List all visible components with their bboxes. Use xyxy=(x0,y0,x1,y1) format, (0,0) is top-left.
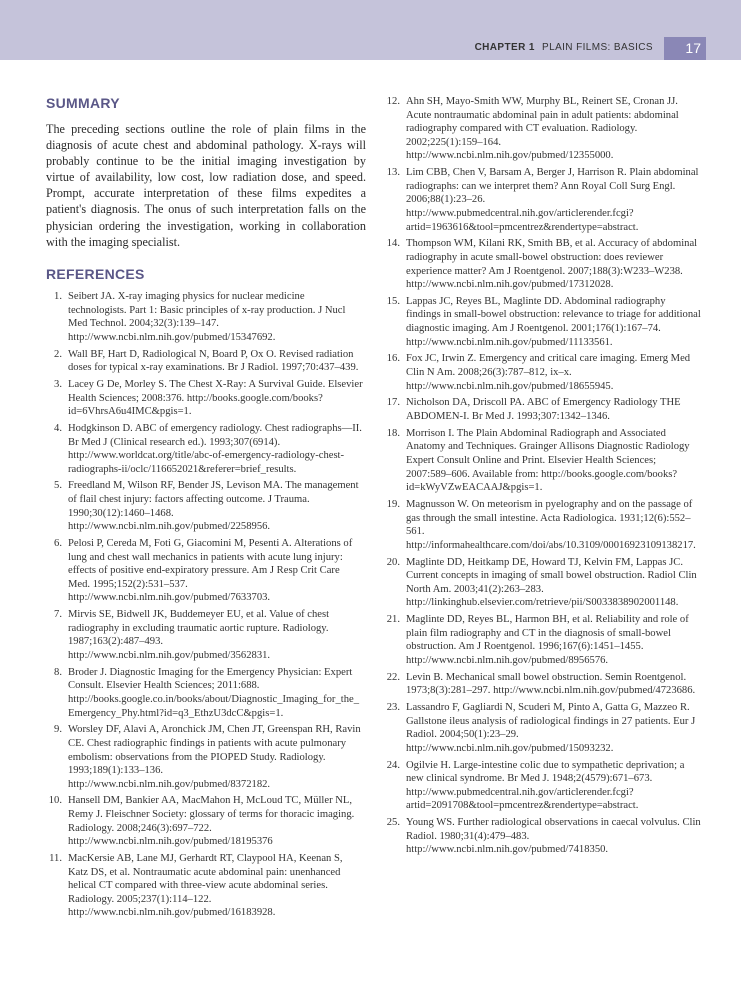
reference-number: 7. xyxy=(54,609,62,621)
reference-item xyxy=(384,671,702,698)
reference-list-left xyxy=(46,290,364,923)
reference-number: 22. xyxy=(386,671,400,683)
reference-item xyxy=(46,537,364,605)
reference-text: MacKersie AB, Lane MJ, Gerhardt RT, Claypool HA, Keenan S, Katz DS, et al. Nontraumatic acute abdominal pain: unenhanced helical CT compared with three-view acute abdominal series. Radiology. 2005;237(1):114–122. http://www.ncbi.nlm.nih.gov/pubmed/16183928. xyxy=(68,853,343,919)
reference-text: Young WS. Further radiological observations in caecal volvulus. Clin Radiol. 1980;31(4):479–483. http://www.ncbi.nlm.nih.gov/pubmed/7418350. xyxy=(406,817,701,856)
references-heading: REFERENCES xyxy=(46,266,145,282)
reference-list-right xyxy=(384,95,702,860)
reference-item xyxy=(384,701,702,755)
reference-text: Levin B. Mechanical small bowel obstruction. Semin Roentgenol. 1973;8(3):281–297. http://www.ncbi.nlm.nih.gov/pubmed/4723686. xyxy=(406,671,696,697)
page-number: 17 xyxy=(685,40,701,56)
reference-text: Broder J. Diagnostic Imaging for the Emergency Physician: Expert Consult. Elsevier Health Sciences; 2011:688. http://books.google.co.in/books/about/Diagnostic_Imaging_for_the_Emergency_Phy.html?id=q3_EthzU3dcC&pgis=1. xyxy=(68,666,359,719)
reference-text: Hansell DM, Bankier AA, MacMahon H, McLoud TC, Müller NL, Remy J. Fleischner Society: glossary of terms for thoracic imaging. Radiology. 2008;246(3):697–722. http://www.ncbi.nlm.nih.gov/pubmed/18195376 xyxy=(68,795,355,848)
reference-text: Ogilvie H. Large-intestine colic due to sympathetic deprivation; a new clinical syndrome. Br Med J. 1948;2(4579):671–673. http://www.pubmedcentral.nih.gov/articlerender.fcgi?artid=2091708&tool=pmcentrez&rendertype=abstract. xyxy=(406,759,685,812)
reference-item xyxy=(384,613,702,667)
reference-text: Seibert JA. X-ray imaging physics for nuclear medicine technologists. Part 1: Basic principles of x-ray production. J Nucl Med Technol. 2004;32(3):139–147. http://www.ncbi.nlm.nih.gov/pubmed/15347692. xyxy=(68,291,346,343)
reference-item xyxy=(384,556,702,610)
reference-item xyxy=(46,608,364,662)
reference-text: Lim CBB, Chen V, Barsam A, Berger J, Harrison R. Plain abdominal radiographs: can we interpret them? Ann Royal Coll Surg Engl. 2006;88(1):23–26. http://www.pubmedcentral.nih.gov/articlerender.fcgi?artid=1963616&tool=pmcentrez&rendertype=abstract. xyxy=(406,167,699,233)
reference-item xyxy=(46,378,364,419)
reference-text: Pelosi P, Cereda M, Foti G, Giacomini M, Pesenti A. Alterations of lung and chest wall mechanics in patients with acute lung injury: effects of positive end-expiratory pressure. Am J Resp Crit Care Med. 1995;152(2):531–537. http://www.ncbi.nlm.nih.gov/pubmed/7633703. xyxy=(68,538,353,604)
reference-text: Hodgkinson D. ABC of emergency radiology. Chest radiographs—II. Br Med J (Clinical research ed.). 1993;307(6914). http://www.worldcat.org/title/abc-of-emergency-radiology-chest-radiographs-ii/oclc/116652021&referer=brief_results. xyxy=(68,422,362,475)
reference-item xyxy=(384,396,702,423)
summary-heading: SUMMARY xyxy=(46,95,120,111)
reference-number: 18. xyxy=(386,427,400,439)
reference-number: 9. xyxy=(54,724,62,736)
reference-number: 21. xyxy=(386,614,400,626)
reference-number: 10. xyxy=(48,795,62,807)
reference-item xyxy=(384,95,702,163)
reference-number: 5. xyxy=(54,480,62,492)
reference-text: Nicholson DA, Driscoll PA. ABC of Emergency Radiology THE ABDOMEN-I. Br Med J. 1993;307:1342–1346. xyxy=(406,397,681,422)
reference-number: 1. xyxy=(54,291,62,302)
reference-text: Lacey G De, Morley S. The Chest X-Ray: A Survival Guide. Elsevier Health Sciences; 2008:376. http://books.google.com/books?id=6VhrsA6u4IMC&pgis=1. xyxy=(68,378,363,418)
reference-text: Maglinte DD, Reyes BL, Harmon BH, et al. Reliability and role of plain film radiography and CT in the diagnosis of small-bowel obstruction. Am J Roentgenol. 1996;167(6):1451–1455. http://www.ncbi.nlm.nih.gov/pubmed/8956576. xyxy=(406,614,689,666)
reference-text: Lappas JC, Reyes BL, Maglinte DD. Abdominal radiography findings in small-bowel obstruction: relevance to triage for additional diagnostic imaging. Am J Roentgenol. 2001;176(1):167–74. http://www.ncbi.nlm.nih.gov/pubmed/11133561. xyxy=(406,295,701,348)
reference-number: 3. xyxy=(54,378,62,390)
reference-number: 4. xyxy=(54,422,62,434)
reference-text: Thompson WM, Kilani RK, Smith BB, et al. Accuracy of abdominal radiography in acute small-bowel obstruction: does reviewer experience matter? Am J Roentgenol. 2007;188(3):W233–W238. http://www.ncbi.nlm.nih.gov/pubmed/17312028. xyxy=(406,238,698,291)
reference-text: Mirvis SE, Bidwell JK, Buddemeyer EU, et al. Value of chest radiography in excluding traumatic aortic rupture. Radiology. 1987;163(2):487–493. http://www.ncbi.nlm.nih.gov/pubmed/3562831. xyxy=(68,609,330,661)
page-header xyxy=(0,0,741,60)
section-label: PLAIN FILMS: BASICS xyxy=(542,42,653,53)
reference-number: 8. xyxy=(54,666,62,678)
running-head xyxy=(475,42,653,53)
reference-text: Worsley DF, Alavi A, Aronchick JM, Chen JT, Greenspan RH, Ravin CE. Chest radiographic findings in patients with acute pulmonary embolism: observations from the PIOPED Study. Radiology. 1993;189(1):133–136. http://www.ncbi.nlm.nih.gov/pubmed/8372182. xyxy=(68,724,361,790)
reference-number: 2. xyxy=(54,348,62,360)
reference-item xyxy=(384,427,702,495)
reference-item xyxy=(384,816,702,857)
reference-number: 14. xyxy=(386,238,400,250)
reference-number: 12. xyxy=(386,96,400,107)
chapter-label: CHAPTER 1 xyxy=(474,42,535,53)
reference-item xyxy=(384,237,702,291)
reference-number: 11. xyxy=(49,853,62,865)
reference-text: Ahn SH, Mayo-Smith WW, Murphy BL, Reinert SE, Cronan JJ. Acute nontraumatic abdominal pain in adult patients: abdominal radiography compared with CT evaluation. Radiology. 2002;225(1):159–164. http://www.ncbi.nlm.nih.gov/pubmed/12355000. xyxy=(406,96,679,162)
reference-number: 25. xyxy=(386,817,400,829)
reference-text: Fox JC, Irwin Z. Emergency and critical care imaging. Emerg Med Clin N Am. 2008;26(3):787–812, ix–x. http://www.ncbi.nlm.nih.gov/pubmed/18655945. xyxy=(406,353,691,392)
reference-text: Morrison I. The Plain Abdominal Radiograph and Associated Anatomy and Techniques. Grainger Allisons Diagnostic Radiology Expert Consult Online and Print. Elsevier Health Sciences; 2007:589–606. Available from: http://books.google.com/books?id=kWyVZwEACAAJ&pgis=1. xyxy=(406,427,690,494)
reference-item xyxy=(384,352,702,393)
reference-number: 6. xyxy=(54,538,62,550)
reference-item xyxy=(384,498,702,552)
reference-text: Lassandro F, Gagliardi N, Scuderi M, Pinto A, Gatta G, Mazzeo R. Gallstone ileus analysis of radiological findings in 27 patients. Eur J Radiol. 2004;50(1):23–29. http://www.ncbi.nlm.nih.gov/pubmed/15093232. xyxy=(406,702,696,754)
reference-number: 19. xyxy=(386,498,400,510)
reference-item xyxy=(46,666,364,720)
reference-item xyxy=(46,852,364,920)
reference-item xyxy=(384,295,702,349)
reference-item xyxy=(46,348,364,375)
reference-item xyxy=(46,479,364,533)
reference-number: 20. xyxy=(386,556,400,568)
reference-text: Freedland M, Wilson RF, Bender JS, Levison MA. The management of flail chest injury: factors affecting outcome. J Trauma. 1990;30(12):1460–1468. http://www.ncbi.nlm.nih.gov/pubmed/2258956. xyxy=(68,480,359,533)
reference-item xyxy=(46,794,364,848)
reference-item xyxy=(46,422,364,476)
reference-number: 16. xyxy=(386,353,400,365)
reference-text: Maglinte DD, Heitkamp DE, Howard TJ, Kelvin FM, Lappas JC. Current concepts in imaging of small bowel obstruction. Radiol Clin North Am. 2003;41(2):263–283. http://linkinghub.elsevier.com/retrieve/pii/S0033838902001148. xyxy=(406,556,697,609)
reference-number: 23. xyxy=(386,702,400,713)
reference-text: Magnusson W. On meteorism in pyelography and on the passage of gas through the small intestine. Acta Radiologica. 1931;12(6):552–561. http://informahealthcare.com/doi/abs/10.3109/00016923109138217. xyxy=(406,498,696,551)
reference-text: Wall BF, Hart D, Radiological N, Board P, Ox O. Revised radiation doses for typical x-ray examinations. Br J Radiol. 1997;70:437–439. xyxy=(68,348,359,374)
reference-number: 24. xyxy=(386,759,400,771)
reference-number: 17. xyxy=(386,397,400,409)
reference-number: 13. xyxy=(386,167,400,179)
reference-item xyxy=(46,290,364,344)
reference-number: 15. xyxy=(386,295,400,307)
reference-item xyxy=(46,723,364,791)
reference-item xyxy=(384,166,702,234)
reference-item xyxy=(384,759,702,813)
summary-paragraph: The preceding sections outline the role of plain films in the diagnosis of acute chest and abdominal pathology. X-rays will probably continue to be the initial imaging investigation by virtue of availability, low cost, low radiation dose, and speed. Prompt, accurate interpretation of these films expedites a patient's diagnosis. The onus of such interpretation falls on the physician ordering the investigation, working in collaboration with the imaging specialist. xyxy=(46,122,366,249)
